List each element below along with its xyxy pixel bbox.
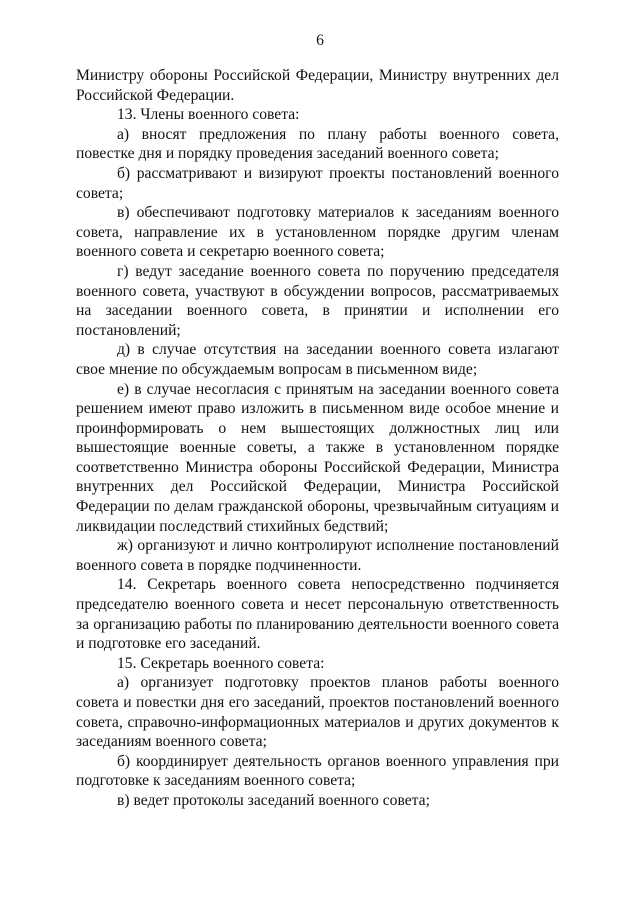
paragraph-section-15-heading: 15. Секретарь военного совета: [117,654,325,672]
paragraph-13-v: в) обеспечивают подготовку материалов к заседаниям военного совета, направление их в установленном порядке другим членам военного совета и секретарю военного совета; [76,204,559,261]
document-body [76,66,559,811]
paragraph-15-v: в) ведет протоколы заседаний военного совета; [117,791,430,809]
paragraph-continuation: Министру обороны Российской Федерации, Министру внутренних дел Российской Федерации. [76,67,559,104]
paragraph-15-a: а) организует подготовку проектов планов работы военного совета и повестки дня его заседаний, проектов постановлений военного совета, справочно-информационных материалов и других документов к заседаниям военного совета; [76,674,559,751]
paragraph-15-b: б) координирует деятельность органов военного управления при подготовке к заседаниям военного совета; [76,752,559,790]
paragraph-13-a: а) вносят предложения по плану работы военного совета, повестке дня и порядку проведения заседаний военного совета; [76,125,559,163]
paragraph-section-14: 14. Секретарь военного совета непосредственно подчиняется председателю военного совета и несет персональную ответственность за организацию работы по планированию деятельности военного совета и подготовке его заседаний. [76,576,559,653]
paragraph-13-e: е) в случае несогласия с принятым на заседании военного совета решением имеют право изложить в письменном виде особое мнение и проинформировать о нем вышестоящих должностных лиц или вышестоящие военные советы, а также в установленном порядке соответственно Министра обороны Российской Федерации, Министра внутренних дел Российской Федерации, Министра Российской Федерации по делам гражданской обороны, чрезвычайным ситуациям и ликвидации последствий стихийных бедствий; [76,380,559,535]
page-number: 6 [316,32,324,49]
paragraph-13-d: д) в случае отсутствия на заседании военного совета излагают свое мнение по обсуждаемым вопросам в письменном виде; [76,341,559,378]
paragraph-section-13-heading: 13. Члены военного совета: [117,106,300,124]
paragraph-13-b: б) рассматривают и визируют проекты постановлений военного совета; [76,164,559,202]
paragraph-13-g: г) ведут заседание военного совета по поручению председателя военного совета, участвуют в обсуждении вопросов, рассматриваемых на заседании военного совета, в принятии и исполнении его постановлений; [76,262,559,339]
paragraph-13-zh: ж) организуют и лично контролируют исполнение постановлений военного совета в порядке подчиненности. [76,537,559,574]
